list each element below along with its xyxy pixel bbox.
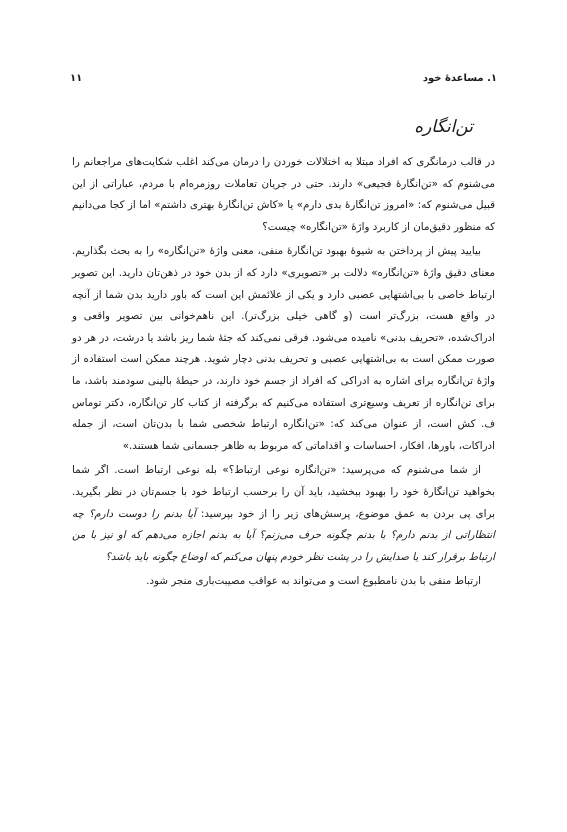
paragraph-1: در قالب درمانگری که افراد مبتلا به اختلالات خوردن را درمان می‌کند اغلب شکایت‌های مراجعانم را می‌شنوم که «تن‌انگارهٔ فجیعی» دارند. حتی در جریان تعاملات روزمره‌ام با مردم، عباراتی از این قبیل می‌شنوم که: «امروز تن‌انگارهٔ بدی دارم» یا «کاش تن‌انگارهٔ بهتری داشتم» اما از کجا می‌دانیم که منظور دقیق‌مان از کاربرد واژهٔ «تن‌انگاره» چیست؟ (72, 156, 495, 233)
paragraph-3-plain: از شما می‌شنوم که می‌پرسید: «تن‌انگاره نوعی ارتباط؟» بله نوعی ارتباط است. اگر شما بخواهید تن‌انگارهٔ خود را بهبود ببخشید، باید آن را برحسب ارتباط خود با جسم‌تان در نظر بگیرید. برای پی بردن به عمق موضوع، پرسش‌های زیر را از خود بپرسید: (72, 464, 495, 520)
paragraph-3-questions: آیا بدنم را دوست دارم؟ چه انتظاراتی از بدنم دارم؟ با بدنم چگونه حرف می‌زنم؟ آیا به بدنم اجازه می‌دهم که او نیز با من ارتباط برقرار کند یا صدایش را در پشت نظر خودم پنهان می‌کنم که اوضاع چگونه باید باشد؟ (72, 507, 495, 563)
paragraph-3 (72, 460, 495, 568)
paragraph-2: بیایید پیش از پرداختن به شیوهٔ بهبود تن‌انگارهٔ منفی، معنی واژهٔ «تن‌انگاره» را به بحث بگذاریم. معنای دقیق واژهٔ «تن‌انگاره» دلالت بر «تصویری» دارد که از بدن خود در ذهن‌تان دارید. این تصویر ارتباط خاصی با بی‌اشتهایی عصبی دارد و یکی از علائمش این است که باور دارید بدن شما از آنچه در واقع هست، بزرگ‌تر است (و گاهی خیلی بزرگ‌تر). این ناهم‌خوانی بین تصویر واقعی و ادراک‌شده، «تحریف بدنی» نامیده می‌شود. فرقی نمی‌کند که جثهٔ شما ریز باشد یا درشت، در هر دو صورت ممکن است به بی‌اشتهایی عصبی و تحریف بدنی دچار شوید. هرچند ممکن است استفاده از واژهٔ تن‌انگاره برای اشاره به ادراکی که افراد از جسم خود دارند، در حیطهٔ بالینی سودمند باشد، ما برای تن‌انگاره از تعریف وسیع‌تری استفاده می‌کنیم که برگرفته از کتاب کار تن‌انگاره، دکتر توماس ف. کش است، از عنوان می‌کند که: «تن‌انگاره ارتباط شخصی شما با بدن‌تان است، از جمله ادراکات، باورها، افکار، احساسات و اقداماتی که مربوط به ظاهر جسمانی شما هستند.» (72, 245, 495, 452)
body-text (72, 152, 495, 596)
running-header (70, 70, 497, 86)
section-title: تن‌انگاره (414, 117, 473, 137)
paragraph-4: ارتباط منفی با بدن نامطبوع است و می‌تواند به عواقب مصیبت‌باری منجر شود. (146, 575, 481, 588)
page-number: ۱۱ (70, 72, 83, 84)
chapter-label: ۱. مساعدهٔ خود (422, 72, 497, 84)
